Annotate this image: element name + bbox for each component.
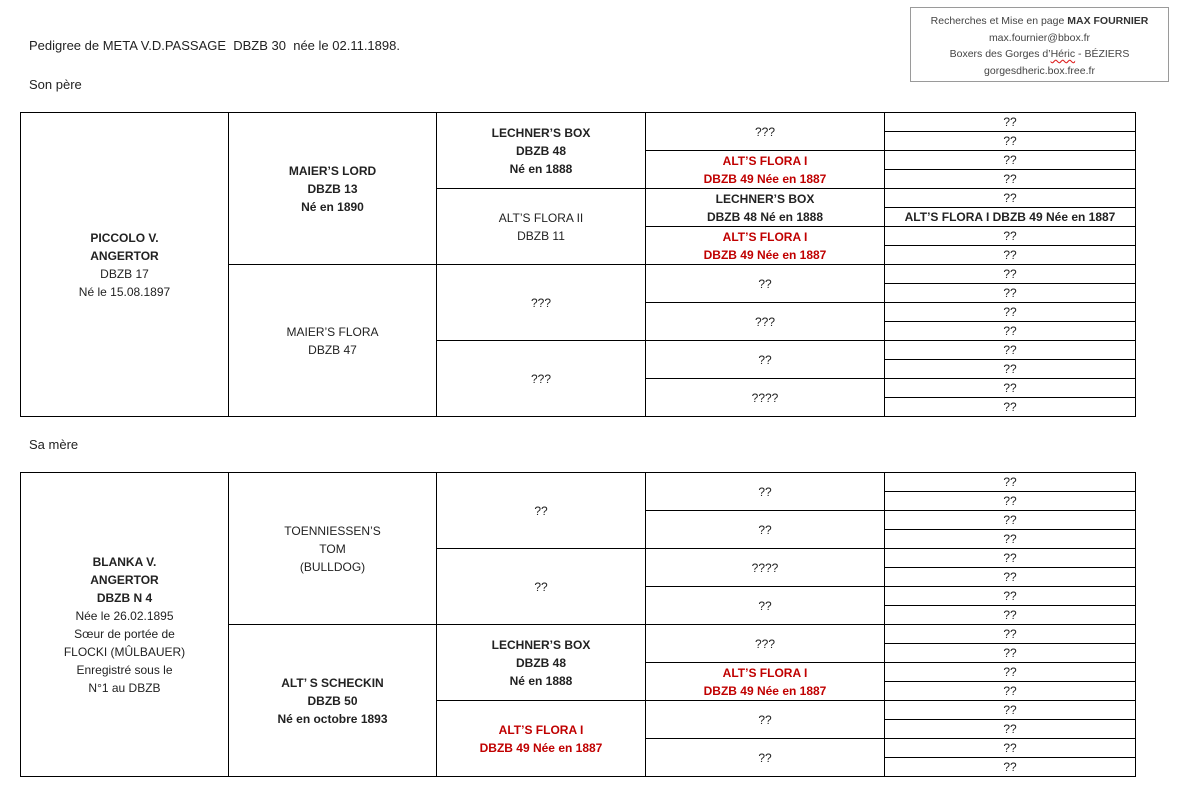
dam-g5-16: ??: [885, 758, 1136, 777]
sire-g5-1: ??: [885, 113, 1136, 132]
credit-author: MAX FOURNIER: [1067, 15, 1149, 27]
sire-pedigree-table: [20, 112, 1136, 417]
dam-gp-2-birth: Né en octobre 1893: [277, 711, 388, 726]
dam-g5-6: ??: [885, 568, 1136, 587]
dam-g5-15: ??: [885, 739, 1136, 758]
dam-g4-8-cell: ??: [646, 739, 885, 777]
dam-gp-2-cell: [229, 625, 437, 777]
dam-note-1: Sœur de portée de: [74, 626, 175, 641]
sire-g4-1-cell: ???: [646, 113, 885, 151]
dam-g5-7: ??: [885, 587, 1136, 606]
sire-ggp-1-birth: Né en 1888: [509, 161, 573, 176]
sire-gp-1-reg: DBZB 13: [307, 181, 358, 196]
dam-name-1: BLANKA V.: [92, 554, 157, 569]
sire-g5-6: ALT’S FLORA I DBZB 49 Née en 1887: [885, 208, 1136, 227]
sire-ggp-4-cell: ???: [437, 341, 646, 417]
dam-gp-1-name-1: TOENNIESSEN’S: [284, 523, 381, 538]
dam-pedigree-table: [20, 472, 1136, 777]
sire-g4-8-cell: ????: [646, 379, 885, 417]
credit-kennel-c: - BÉZIERS: [1075, 48, 1130, 60]
dam-ggp-4-name: ALT’S FLORA I: [498, 722, 584, 737]
sire-gp-1-name: MAIER’S LORD: [288, 163, 377, 178]
sire-g5-15: ??: [885, 379, 1136, 398]
dam-ggp-4-cell: [437, 701, 646, 777]
sire-ggp-1-name: LECHNER’S BOX: [491, 125, 591, 140]
sire-g4-2-name: ALT’S FLORA I: [722, 153, 808, 168]
dam-g4-6-name: ALT’S FLORA I: [722, 665, 808, 680]
dam-g5-13: ??: [885, 701, 1136, 720]
sire-g5-2: ??: [885, 132, 1136, 151]
sire-g4-7-cell: ??: [646, 341, 885, 379]
sire-ggp-2-name: ALT’S FLORA II: [498, 210, 584, 225]
sire-g5-4: ??: [885, 170, 1136, 189]
sire-g4-4-name: ALT’S FLORA I: [722, 229, 808, 244]
dam-reg: DBZB N 4: [96, 590, 153, 605]
dam-gp-2-reg: DBZB 50: [307, 693, 358, 708]
sire-g4-6-cell: ???: [646, 303, 885, 341]
sire-g5-11: ??: [885, 303, 1136, 322]
dam-ggp-2-cell: ??: [437, 549, 646, 625]
sire-g5-16: ??: [885, 398, 1136, 417]
dam-gp-1-cell: [229, 473, 437, 625]
dam-ggp-3-birth: Né en 1888: [509, 673, 573, 688]
credit-kennel: [911, 46, 1168, 63]
dam-name-2: ANGERTOR: [90, 572, 159, 587]
dam-g5-9: ??: [885, 625, 1136, 644]
sire-g4-2-info: DBZB 49 Née en 1887: [703, 171, 827, 186]
sire-g4-4-info: DBZB 49 Née en 1887: [703, 247, 827, 262]
dam-g5-4: ??: [885, 530, 1136, 549]
sire-g5-5: ??: [885, 189, 1136, 208]
sire-gp-1-cell: [229, 113, 437, 265]
sire-g5-8: ??: [885, 246, 1136, 265]
sire-gp-2-name: MAIER’S FLORA: [286, 324, 379, 339]
dam-g5-5: ??: [885, 549, 1136, 568]
dam-g5-10: ??: [885, 644, 1136, 663]
sire-gp-1-birth: Né en 1890: [301, 199, 364, 214]
credit-line-1: [911, 13, 1168, 30]
sire-reg: DBZB 17: [100, 266, 149, 281]
credit-site: gorgesdheric.box.free.fr: [984, 64, 1095, 77]
sire-g4-5-cell: ??: [646, 265, 885, 303]
dam-g5-2: ??: [885, 492, 1136, 511]
dam-g5-12: ??: [885, 682, 1136, 701]
dam-g5-14: ??: [885, 720, 1136, 739]
sire-ggp-2-reg: DBZB 11: [517, 228, 565, 243]
page-title: Pedigree de META V.D.PASSAGE DBZB 30 née le 02.11.1898.: [29, 38, 400, 53]
dam-g4-6-info: DBZB 49 Née en 1887: [703, 683, 827, 698]
dam-gp-2-name: ALT’ S SCHECKIN: [281, 675, 384, 690]
dam-g4-5-cell: ???: [646, 625, 885, 663]
dam-g5-1: ??: [885, 473, 1136, 492]
sire-g4-3-cell: [646, 189, 885, 227]
sire-g5-12: ??: [885, 322, 1136, 341]
sire-g4-2-cell: [646, 151, 885, 189]
dam-g5-3: ??: [885, 511, 1136, 530]
sire-name-2: ANGERTOR: [90, 248, 159, 263]
dam-ggp-4-info: DBZB 49 Née en 1887: [479, 740, 603, 755]
credit-kennel-a: Boxers des Gorges d’: [949, 48, 1051, 60]
credit-prefix: Recherches et Mise en page: [930, 15, 1068, 27]
dam-g5-8: ??: [885, 606, 1136, 625]
dam-ggp-3-reg: DBZB 48: [515, 655, 566, 670]
sire-ggp-2-cell: [437, 189, 646, 265]
sire-cell: [21, 113, 229, 417]
dam-ggp-1-cell: ??: [437, 473, 646, 549]
sire-ggp-3-cell: ???: [437, 265, 646, 341]
sire-g4-4-cell: [646, 227, 885, 265]
sire-g5-10: ??: [885, 284, 1136, 303]
credit-kennel-b: Héric: [1050, 48, 1076, 60]
sire-g4-3-info: DBZB 48 Né en 1888: [706, 209, 824, 224]
dam-note-3: Enregistré sous le: [76, 662, 173, 677]
sire-g5-14: ??: [885, 360, 1136, 379]
sire-ggp-1-cell: [437, 113, 646, 189]
dam-gp-1-breed: (BULLDOG): [299, 559, 366, 574]
dam-note-4: N°1 au DBZB: [88, 680, 161, 695]
sire-g5-7: ??: [885, 227, 1136, 246]
dam-note-2: FLOCKI (MÛLBAUER): [63, 644, 186, 659]
sire-g5-9: ??: [885, 265, 1136, 284]
dam-ggp-3-cell: [437, 625, 646, 701]
dam-birth: Née le 26.02.1895: [75, 608, 174, 623]
credit-box: [910, 7, 1169, 82]
sire-gp-2-reg: DBZB 47: [308, 342, 357, 357]
dam-g4-6-cell: [646, 663, 885, 701]
sire-g5-13: ??: [885, 341, 1136, 360]
credit-email: max.fournier@bbox.fr: [988, 31, 1091, 44]
dam-cell: [21, 473, 229, 777]
sire-label: Son père: [29, 77, 82, 92]
sire-name-1: PICCOLO V.: [90, 230, 159, 245]
sire-birth: Né le 15.08.1897: [78, 284, 171, 299]
dam-ggp-3-name: LECHNER’S BOX: [491, 637, 591, 652]
sire-ggp-1-reg: DBZB 48: [515, 143, 566, 158]
sire-g4-3-name: LECHNER’S BOX: [715, 191, 815, 206]
dam-label: Sa mère: [29, 437, 79, 452]
dam-g5-11: ??: [885, 663, 1136, 682]
dam-g4-2-cell: ??: [646, 511, 885, 549]
dam-g4-1-cell: ??: [646, 473, 885, 511]
sire-g5-3: ??: [885, 151, 1136, 170]
dam-g4-7-cell: ??: [646, 701, 885, 739]
dam-g4-4-cell: ??: [646, 587, 885, 625]
dam-g4-3-cell: ????: [646, 549, 885, 587]
sire-gp-2-cell: [229, 265, 437, 417]
dam-gp-1-name-2: TOM: [319, 541, 346, 556]
